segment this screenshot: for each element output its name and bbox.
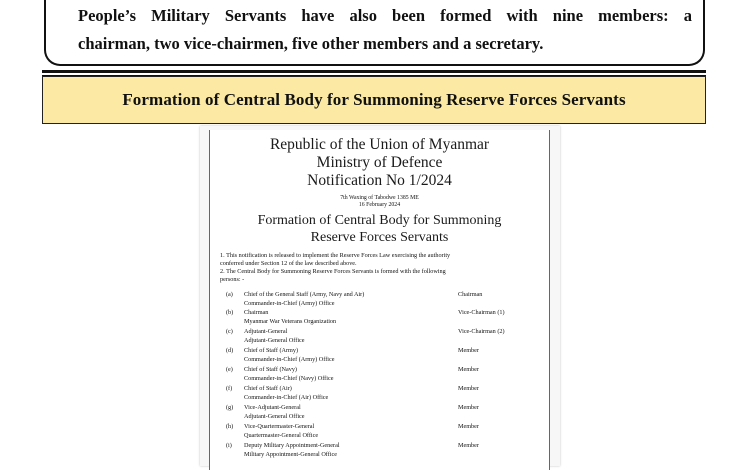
member-office: Myanmar War Veterans Organization	[244, 318, 337, 325]
member-label: (i)	[226, 442, 232, 449]
member-name: Chief of Staff (Navy)	[244, 366, 297, 373]
member-role: Member	[458, 404, 479, 411]
member-office: Commander-in-Chief (Army) Office	[244, 300, 335, 307]
intro-line-2: chairman, two vice-chairmen, five other members and a secretary.	[78, 33, 544, 53]
member-office: Commander-in-Chief (Navy) Office	[244, 375, 334, 382]
notification-document	[200, 126, 560, 466]
member-role: Member	[458, 366, 479, 373]
divider-thick	[42, 70, 706, 73]
member-label: (g)	[226, 404, 234, 411]
member-name: Vice-Adjutant-General	[244, 404, 301, 411]
banner-title: Formation of Central Body for Summoning Reserve Forces Servants	[122, 90, 626, 109]
member-role: Member	[458, 385, 479, 392]
title-line-1: Formation of Central Body for Summoning	[257, 213, 502, 228]
paragraph-2	[220, 268, 545, 284]
member-name: Vice-Quartermaster-General	[244, 423, 315, 430]
header-ministry: Ministry of Defence	[316, 154, 443, 171]
intro-text	[78, 2, 692, 57]
member-label: (b)	[226, 309, 234, 316]
paragraph-1	[220, 252, 545, 268]
header-notification-no: Notification No 1/2024	[307, 172, 452, 189]
intro-line-1: People’s Military Servants have also been formed with nine members: a	[78, 6, 692, 25]
title-line-2: Reserve Forces Servants	[310, 230, 449, 245]
member-label: (f)	[226, 385, 233, 392]
member-role: Member	[458, 347, 479, 354]
member-name: Deputy Military Appointment-General	[244, 442, 340, 449]
member-office: Commander-in-Chief (Army) Office	[244, 356, 335, 363]
member-office: Military Appointment-General Office	[244, 451, 338, 458]
paragraph-2-line-1: 2. The Central Body for Summoning Reserve Forces Servants is formed with the following	[220, 268, 446, 275]
document-page	[209, 130, 550, 470]
member-label: (h)	[226, 423, 234, 430]
member-role: Member	[458, 442, 479, 449]
member-office: Quartermaster-General Office	[244, 432, 319, 439]
member-office: Commander-in-Chief (Air) Office	[244, 394, 329, 401]
member-name: Chairman	[244, 309, 269, 316]
member-role: Member	[458, 423, 479, 430]
member-name: Adjutant-General	[244, 328, 288, 335]
member-label: (d)	[226, 347, 234, 354]
member-label: (e)	[226, 366, 233, 373]
member-name: Chief of Staff (Army)	[244, 347, 299, 354]
paragraph-1-line-2: conferred under Section 12 of the law described above.	[220, 260, 357, 267]
member-office: Adjutant-General Office	[244, 337, 305, 344]
member-role: Vice-Chairman (1)	[458, 309, 505, 316]
section-banner	[42, 76, 706, 124]
paragraph-2-line-2: persons: -	[220, 276, 245, 283]
member-role: Chairman	[458, 291, 483, 298]
date-gregorian: 16 February 2024	[358, 202, 401, 208]
member-label: (a)	[226, 291, 233, 298]
date-myanmar: 7th Waxing of Tabodwe 1385 ME	[340, 195, 419, 201]
member-label: (c)	[226, 328, 233, 335]
member-role: Vice-Chairman (2)	[458, 328, 505, 335]
paragraph-1-line-1: 1. This notification is released to implement the Reserve Forces Law exercising the authority	[220, 252, 451, 259]
header-republic: Republic of the Union of Myanmar	[269, 136, 490, 153]
member-name: Chief of Staff (Air)	[244, 385, 292, 392]
member-name: Chief of the General Staff (Army, Navy and Air)	[244, 291, 365, 298]
member-office: Adjutant-General Office	[244, 413, 305, 420]
